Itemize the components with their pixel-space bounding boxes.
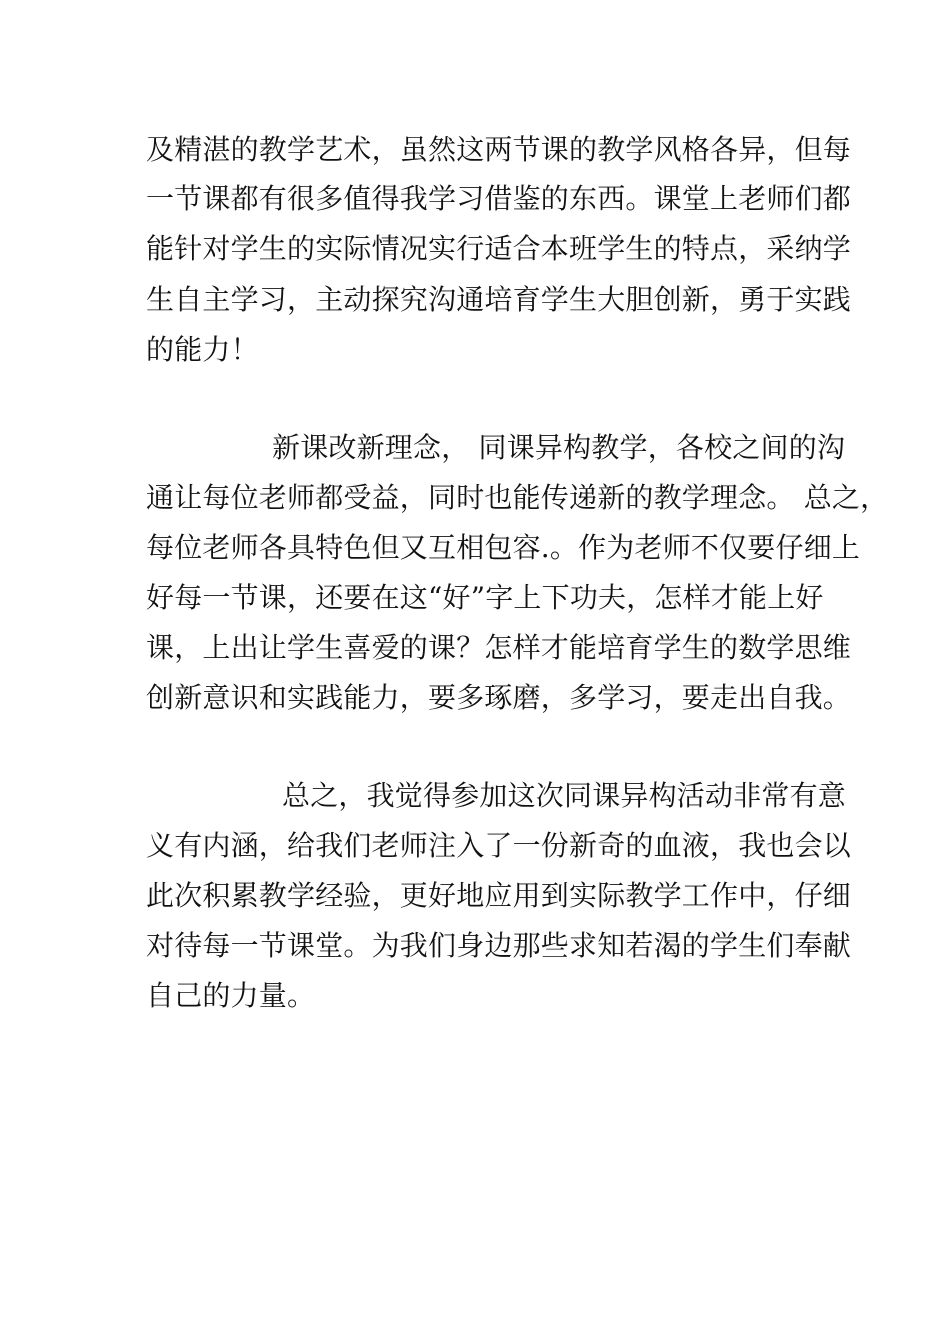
text-line: 对待每一节课堂。为我们身边那些求知若渴的学生们奉献 [146, 929, 852, 962]
text-line: 一节课都有很多值得我学习借鉴的东西。课堂上老师们都 [146, 182, 852, 215]
text-line: 的能力！ [146, 333, 259, 366]
text-line-indented: 总之，我觉得参加这次同课异构活动非常有意 [282, 779, 847, 812]
text-line: 好每一节课，还要在这“好”字上下功夫，怎样才能上好 [146, 581, 824, 614]
text-line: 此次积累教学经验，更好地应用到实际教学工作中，仔细 [146, 879, 852, 912]
text-line: 课，上出让学生喜爱的课？怎样才能培育学生的数学思维 [146, 631, 852, 664]
text-line-indented: 新课改新理念， 同课异构教学，各校之间的沟 [272, 431, 846, 464]
text-line: 创新意识和实践能力，要多琢磨，多学习，要走出自我。 [146, 681, 852, 714]
text-line: 能针对学生的实际情况实行适合本班学生的特点，采纳学 [146, 232, 852, 265]
text-line: 义有内涵，给我们老师注入了一份新奇的血液，我也会以 [146, 829, 852, 862]
text-line: 及精湛的教学艺术，虽然这两节课的教学风格各异，但每 [146, 133, 852, 166]
text-line: 每位老师各具特色但又互相包容.。作为老师不仅要仔细上 [146, 531, 861, 564]
text-line: 通让每位老师都受益，同时也能传递新的教学理念。 总之， [146, 481, 889, 514]
text-line: 生自主学习，主动探究沟通培育学生大胆创新，勇于实践 [146, 283, 852, 316]
text-line: 自己的力量。 [146, 979, 316, 1012]
